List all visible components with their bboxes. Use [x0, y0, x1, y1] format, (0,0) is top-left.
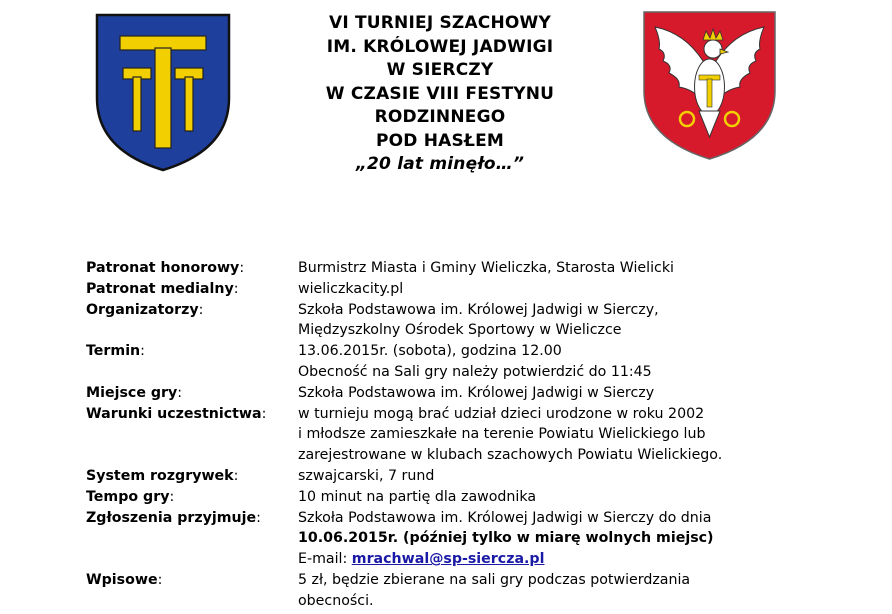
title-line: POD HASŁEM — [375, 130, 504, 151]
details-value: 10 minut na partię dla zawodnika — [298, 488, 537, 505]
wieliczka-county-eagle-coat-of-arms-icon — [641, 9, 778, 161]
details-value: 5 zł, będzie zbierane na sali gry podczas potwierdzania obecności. — [298, 571, 691, 609]
title-line: W CZASIE VIII FESTYNU — [325, 83, 555, 104]
details-row — [86, 341, 826, 383]
details-label: Termin: — [86, 343, 145, 360]
details-row — [86, 487, 826, 508]
details-label: Patronat medialny: — [86, 280, 239, 297]
details-label: Miejsce gry: — [86, 384, 183, 401]
details-row — [86, 300, 826, 342]
details-value: Szkoła Podstawowa im. Królowej Jadwigi w Sierczy do dnia 10.06.2015r. (później tylko w miarę wolnych miejsc) E-mail: mrachwal@sp-siercza.pl — [298, 508, 826, 570]
details-label: Wpisowe: — [86, 571, 163, 588]
details-value: Szkoła Podstawowa im. Królowej Jadwigi w Sierczy — [298, 384, 655, 401]
details-row — [86, 279, 826, 300]
details-value: Szkoła Podstawowa im. Królowej Jadwigi w Sierczy, Międzyszkolny Ośrodek Sportowy w Wieliczce — [298, 301, 659, 339]
details-value: w turnieju mogą brać udział dzieci urodzone w roku 2002 i młodsze zamieszkałe na terenie Powiatu Wielickiego lub zarejestrowane w klubach szachowych Powiatu Wielickiego. — [298, 405, 723, 464]
details-row — [86, 258, 826, 279]
details-label: Warunki uczestnictwa: — [86, 405, 267, 422]
wieliczka-coat-of-arms-icon — [94, 12, 232, 172]
title-line: IM. KRÓLOWEJ JADWIGI — [326, 36, 554, 57]
tournament-details — [86, 258, 826, 612]
title-line: VI TURNIEJ SZACHOWY — [328, 13, 552, 33]
details-label: Patronat honorowy: — [86, 260, 245, 276]
details-row — [86, 404, 826, 466]
details-row — [86, 466, 826, 487]
details-label: Zgłoszenia przyjmuje: — [86, 509, 261, 526]
title-line: W SIERCZY — [386, 60, 494, 80]
details-value: Burmistrz Miasta i Gminy Wieliczka, Starosta Wielicki — [298, 260, 675, 276]
tournament-title — [270, 12, 610, 177]
details-value: wieliczkacity.pl — [298, 280, 404, 297]
details-row — [86, 508, 826, 570]
details-row — [86, 570, 826, 612]
details-value: 13.06.2015r. (sobota), godzina 12.00 Obecność na Sali gry należy potwierdzić do 11:45 — [298, 343, 652, 380]
details-value: szwajcarski, 7 rund — [298, 467, 435, 484]
details-row — [86, 383, 826, 404]
details-label: Tempo gry: — [86, 488, 175, 505]
title-motto: „20 lat minęło…” — [355, 154, 525, 174]
title-line: RODZINNEGO — [374, 107, 506, 127]
details-label: Organizatorzy: — [86, 301, 204, 318]
details-label: System rozgrywek: — [86, 467, 239, 484]
email-link[interactable]: mrachwal@sp-siercza.pl — [351, 551, 545, 568]
registration-deadline: 10.06.2015r. (później tylko w miarę wolnych miejsc) — [298, 530, 714, 547]
